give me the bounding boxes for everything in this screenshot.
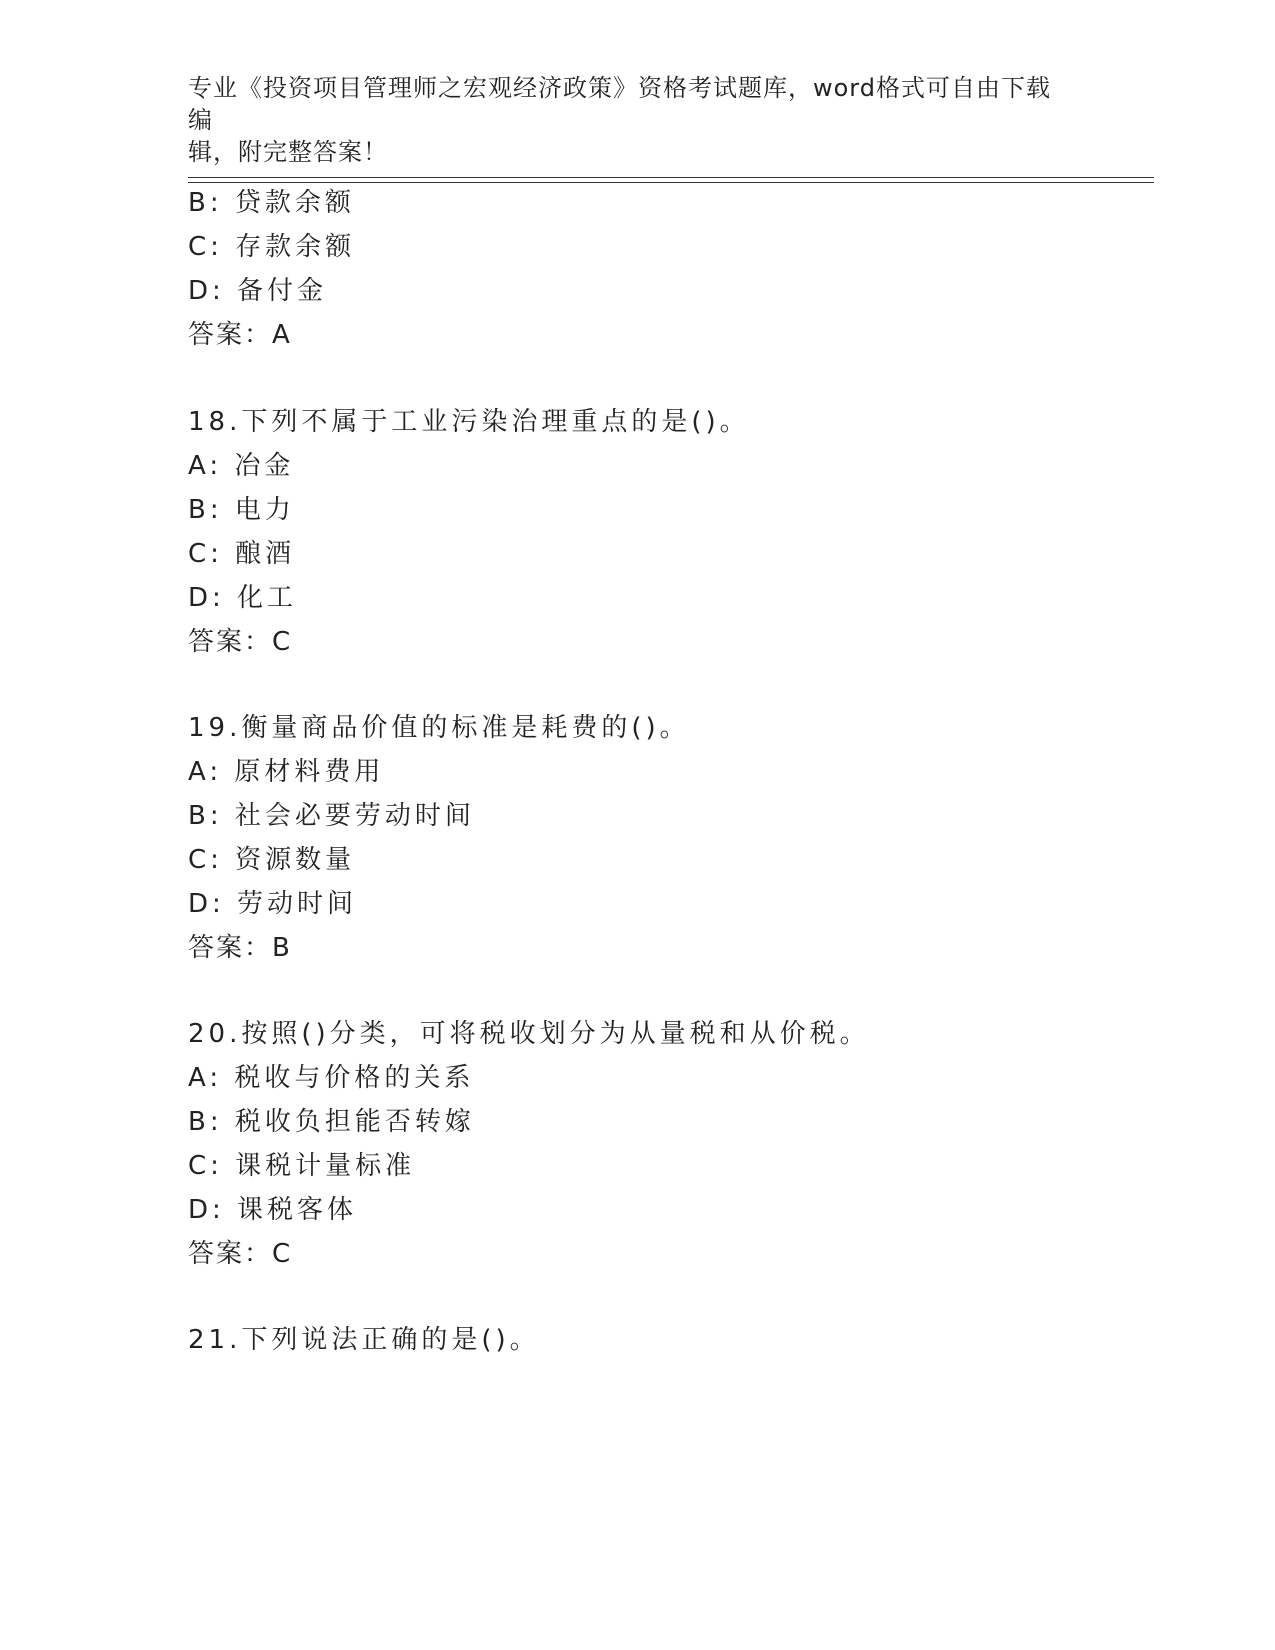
document-header <box>188 72 1068 168</box>
q20-option-a: A: 税收与价格的关系 <box>188 1063 475 1093</box>
header-line-2: 辑，附完整答案！ <box>188 138 388 166</box>
q19-question: 19.衡量商品价值的标准是耗费的()。 <box>188 713 690 743</box>
q19-option-d: D: 劳动时间 <box>188 889 358 919</box>
q18-option-b: B: 电力 <box>188 495 295 525</box>
q17-option-b: B: 贷款余额 <box>188 188 355 218</box>
q20-option-b: B: 税收负担能否转嫁 <box>188 1107 475 1137</box>
q19-option-b: B: 社会必要劳动时间 <box>188 801 475 831</box>
q19-option-a: A: 原材料费用 <box>188 757 385 787</box>
header-rule-top <box>188 177 1154 178</box>
q18-option-c: C: 酿酒 <box>188 539 296 569</box>
q18-question: 18.下列不属于工业污染治理重点的是()。 <box>188 407 750 437</box>
q18-option-d: D: 化工 <box>188 583 298 613</box>
q19-answer: 答案：B <box>188 933 292 963</box>
q20-question: 20.按照()分类，可将税收划分为从量税和从价税。 <box>188 1019 870 1049</box>
header-line-1: 专业《投资项目管理师之宏观经济政策》资格考试题库，word格式可自由下载编 <box>188 74 1051 134</box>
q17-option-d: D: 备付金 <box>188 276 328 306</box>
q17-answer: 答案：A <box>188 320 292 350</box>
q21-question: 21.下列说法正确的是()。 <box>188 1325 540 1355</box>
q19-option-c: C: 资源数量 <box>188 845 356 875</box>
header-rule-bottom <box>188 182 1154 183</box>
q18-answer: 答案：C <box>188 627 293 657</box>
q20-answer: 答案：C <box>188 1239 293 1269</box>
q20-option-d: D: 课税客体 <box>188 1195 358 1225</box>
q18-option-a: A: 冶金 <box>188 451 295 481</box>
q17-option-c: C: 存款余额 <box>188 232 356 262</box>
q20-option-c: C: 课税计量标准 <box>188 1151 416 1181</box>
